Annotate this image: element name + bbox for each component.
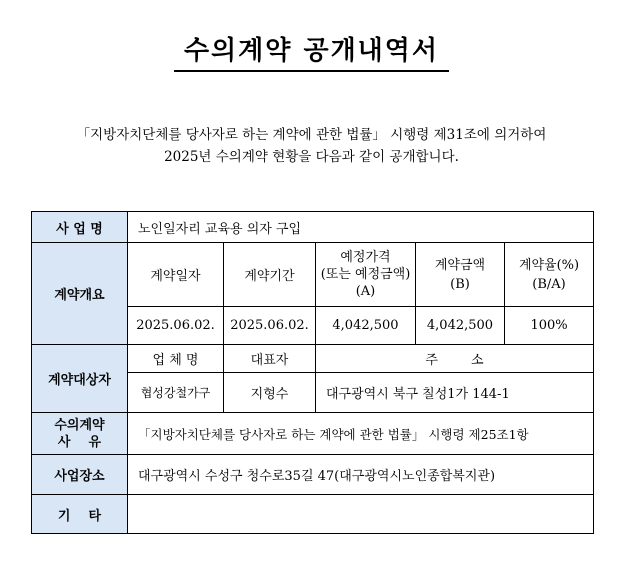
intro-paragraph [20, 124, 603, 168]
value-address: 대구광역시 북구 칠성1가 144-1 [316, 373, 594, 413]
contractor-header-row [32, 345, 594, 373]
value-estimated-price: 4,042,500 [316, 307, 416, 345]
header-contract-rate: 계약율(%) (B/A) [505, 243, 594, 307]
reason-label-line-2: 사 유 [57, 434, 102, 450]
reason-row [32, 413, 594, 455]
contractor-label: 계약대상자 [32, 345, 128, 413]
location-value: 대구광역시 수성구 청수로35길 47(대구광역시노인종합복지관) [128, 455, 594, 495]
title-text: 수의계약 공개내역서 [174, 36, 449, 72]
header-contract-period: 계약기간 [224, 243, 316, 307]
header-representative: 대표자 [224, 345, 316, 373]
document-title [0, 30, 623, 67]
value-company-name: 협성강철가구 [128, 373, 224, 413]
value-contract-period: 2025.06.02. [224, 307, 316, 345]
intro-line-1: 「지방자치단체를 당사자로 하는 계약에 관한 법률」 시행령 제31조에 의거하여 [76, 127, 547, 143]
header-estimated-price: 예정가격 (또는 예정금액) (A) [316, 243, 416, 307]
value-contract-amount: 4,042,500 [416, 307, 505, 345]
header-address: 주 소 [316, 345, 594, 373]
project-row [32, 212, 594, 243]
overview-label: 계약개요 [32, 243, 128, 345]
header-contract-amount: 계약금액 (B) [416, 243, 505, 307]
header-company-name: 업 체 명 [128, 345, 224, 373]
other-label: 기 타 [32, 495, 128, 534]
project-value: 노인일자리 교육용 의자 구입 [128, 212, 594, 243]
value-contract-date: 2025.06.02. [128, 307, 224, 345]
other-row [32, 495, 594, 534]
other-value [128, 495, 594, 534]
contract-disclosure-table [31, 211, 594, 534]
value-representative: 지형수 [224, 373, 316, 413]
overview-header-row [32, 243, 594, 307]
location-label: 사업장소 [32, 455, 128, 495]
reason-label [32, 413, 128, 455]
location-row [32, 455, 594, 495]
value-contract-rate: 100% [505, 307, 594, 345]
project-label: 사 업 명 [32, 212, 128, 243]
header-contract-date: 계약일자 [128, 243, 224, 307]
reason-label-line-1: 수의계약 [54, 417, 105, 433]
intro-line-2: 2025년 수의계약 현황을 다음과 같이 공개합니다. [164, 149, 459, 165]
reason-value: 「지방자치단체를 당사자로 하는 계약에 관한 법률」 시행령 제25조1항 [128, 413, 594, 455]
